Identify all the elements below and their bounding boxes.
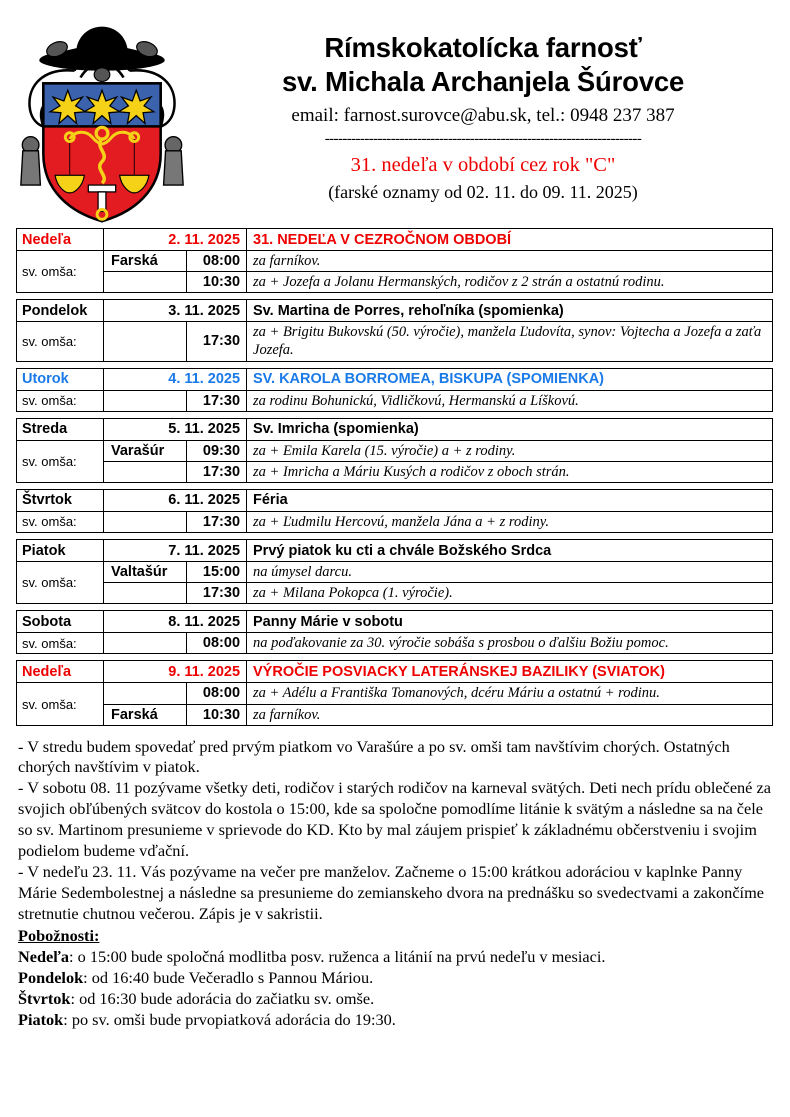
day-header-row: [17, 418, 773, 440]
mass-place: Farská: [104, 251, 187, 272]
mass-label: sv. omša:: [17, 322, 104, 361]
mass-time: 17:30: [187, 583, 247, 604]
devotion-text: : o 15:00 bude spoločná modlitba posv. ruženca a litánií na prvú nedeľu v mesiaci.: [69, 947, 606, 967]
day-header-row: [17, 540, 773, 562]
mass-place: [104, 322, 187, 361]
day-date: 8. 11. 2025: [104, 611, 247, 633]
day-name: Piatok: [17, 540, 104, 562]
mass-row: [17, 461, 773, 482]
mass-time: 17:30: [187, 461, 247, 482]
parish-title-line2: sv. Michala Archanjela Šúrovce: [281, 66, 685, 98]
mass-row: [17, 633, 773, 654]
mass-place: [104, 633, 187, 654]
mass-time: 08:00: [187, 683, 247, 704]
devotion-item: [18, 947, 772, 968]
devotion-day: Piatok: [18, 1009, 64, 1029]
feast-name: Sv. Imricha (spomienka): [247, 418, 773, 440]
day-name: Štvrtok: [17, 489, 104, 511]
day-name: Pondelok: [17, 300, 104, 322]
mass-intention: za + Emila Karela (15. výročie) a + z rodiny.: [247, 440, 773, 461]
mass-label: sv. omša:: [17, 251, 104, 293]
mass-time: 08:00: [187, 633, 247, 654]
mass-time: 17:30: [187, 511, 247, 532]
day-date: 5. 11. 2025: [104, 418, 247, 440]
mass-time: 09:30: [187, 440, 247, 461]
mass-place: Varašúr: [104, 440, 187, 461]
day-header-row: [17, 368, 773, 390]
mass-row: [17, 251, 773, 272]
page-header: [0, 0, 790, 228]
mass-schedule: [0, 228, 790, 726]
day-name: Nedeľa: [17, 229, 104, 251]
day-block: [16, 539, 773, 604]
mass-intention: za + Jozefa a Jolanu Hermanských, rodičov z 2 strán a ostatnú rodinu.: [247, 272, 773, 293]
mass-place: [104, 683, 187, 704]
day-block: [16, 418, 773, 483]
parish-title-line1: Rímskokatolícka farnosť: [324, 32, 642, 63]
day-name: Utorok: [17, 368, 104, 390]
devotion-item: [18, 989, 772, 1010]
mass-place: [104, 511, 187, 532]
day-block: [16, 660, 773, 725]
announcement-paragraph: - V stredu budem spovedať pred prvým piatkom vo Varašúre a po sv. omši tam navštívim chorých. Ostatných chorých navštívim v piatok.: [18, 736, 730, 777]
day-block: [16, 368, 773, 412]
mass-row: [17, 562, 773, 583]
mass-time: 10:30: [187, 272, 247, 293]
parish-coat-of-arms: [14, 10, 190, 233]
day-block: [16, 610, 773, 654]
mass-label: sv. omša:: [17, 562, 104, 604]
mass-label: sv. omša:: [17, 633, 104, 654]
feast-name: VÝROČIE POSVIACKY LATERÁNSKEJ BAZILIKY (SVIATOK): [247, 661, 773, 683]
mass-row: [17, 683, 773, 704]
feast-name: 31. NEDEĽA V CEZROČNOM OBDOBÍ: [247, 229, 773, 251]
feast-name: Panny Márie v sobotu: [247, 611, 773, 633]
parish-contact: email: farnost.surovce@abu.sk, tel.: 0948 237 387: [291, 105, 675, 127]
mass-row: [17, 440, 773, 461]
day-date: 2. 11. 2025: [104, 229, 247, 251]
day-date: 6. 11. 2025: [104, 489, 247, 511]
mass-row: [17, 272, 773, 293]
devotion-text: : od 16:40 bude Večeradlo s Pannou Máriou.: [83, 968, 374, 988]
mass-row: [17, 390, 773, 411]
feast-name: Prvý piatok ku cti a chvále Božského Srdca: [247, 540, 773, 562]
mass-row: [17, 583, 773, 604]
feast-name: SV. KAROLA BORROMEA, BISKUPA (SPOMIENKA): [247, 368, 773, 390]
mass-place: Valtašúr: [104, 562, 187, 583]
mass-row: [17, 704, 773, 725]
mass-intention: na poďakovanie za 30. výročie sobáša s prosbou o ďalšiu Božiu pomoc.: [247, 633, 773, 654]
day-block: [16, 299, 773, 361]
announcement-paragraph: - V nedeľu 23. 11. Vás pozývame na večer pre manželov. Začneme o 15:00 krátkou adoráciou v kaplnke Panny Márie Sedembolestnej a následne sa presunieme do zemianskeho dvora na prednášku so svedectvami a zakončíme stretnutie chutnou večerou. Zápis je v sakristii.: [18, 861, 764, 923]
mass-label: sv. omša:: [17, 440, 104, 482]
mass-intention: za rodinu Bohunickú, Vidličkovú, Hermanskú a Líškovú.: [247, 390, 773, 411]
day-header-row: [17, 611, 773, 633]
devotion-item: [18, 1010, 772, 1031]
mass-place: [104, 583, 187, 604]
day-date: 4. 11. 2025: [104, 368, 247, 390]
mass-row: [17, 511, 773, 532]
devotion-day: Pondelok: [18, 968, 84, 988]
devotion-text: : po sv. omši bude prvopiatková adorácia do 19:30.: [63, 1009, 396, 1029]
day-name: Sobota: [17, 611, 104, 633]
feast-name: Sv. Martina de Porres, rehoľníka (spomienka): [247, 300, 773, 322]
day-date: 9. 11. 2025: [104, 661, 247, 683]
mass-time: 17:30: [187, 390, 247, 411]
mass-time: 08:00: [187, 251, 247, 272]
day-header-row: [17, 489, 773, 511]
mass-time: 10:30: [187, 704, 247, 725]
announcement-date-range: (farské oznamy od 02. 11. do 09. 11. 2025): [328, 182, 638, 203]
mass-intention: za + Adélu a Františka Tomanových, dcéru Máriu a ostatnú + rodinu.: [247, 683, 773, 704]
mass-time: 17:30: [187, 322, 247, 361]
mass-label: sv. omša:: [17, 683, 104, 725]
announcement-paragraph: - V sobotu 08. 11 pozývame všetky deti, rodičov i starých rodičov na karneval svätých. Deti nech prídu oblečené za svojich obľúbených svätcov do kostola o 15:00, kde sa spoločne pomodlíme litánie k svätým a následne sa na čele so sv. Martinom presunieme v sprievode do KD. Kto by mal záujem prispieť k základnému občerstveniu i svojim podielom budeme vďační.: [18, 778, 771, 860]
devotion-day: Nedeľa: [18, 947, 70, 967]
header-text-block: [190, 10, 776, 203]
day-block: [16, 489, 773, 533]
day-name: Streda: [17, 418, 104, 440]
feast-name: Féria: [247, 489, 773, 511]
mass-place: Farská: [104, 704, 187, 725]
devotion-text: : od 16:30 bude adorácia do začiatku sv. omše.: [70, 988, 375, 1008]
mass-place: [104, 272, 187, 293]
header-divider: ------------------------------------------------------------------------: [324, 131, 642, 148]
liturgical-season: 31. nedeľa v období cez rok "C": [350, 154, 616, 177]
mass-intention: za farníkov.: [247, 251, 773, 272]
devotion-item: [18, 968, 772, 989]
devotions-title: Pobožnosti:: [18, 926, 100, 946]
mass-intention: na úmysel darcu.: [247, 562, 773, 583]
mass-intention: za + Ľudmilu Hercovú, manžela Jána a + z rodiny.: [247, 511, 773, 532]
day-block: [16, 228, 773, 293]
mass-intention: za + Imricha a Máriu Kusých a rodičov z oboch strán.: [247, 461, 773, 482]
mass-row: [17, 322, 773, 361]
mass-label: sv. omša:: [17, 511, 104, 532]
mass-intention: za farníkov.: [247, 704, 773, 725]
mass-label: sv. omša:: [17, 390, 104, 411]
mass-intention: za + Milana Pokopca (1. výročie).: [247, 583, 773, 604]
day-date: 7. 11. 2025: [104, 540, 247, 562]
day-header-row: [17, 661, 773, 683]
devotion-day: Štvrtok: [18, 988, 71, 1008]
day-name: Nedeľa: [17, 661, 104, 683]
mass-time: 15:00: [187, 562, 247, 583]
announcements-section: [0, 732, 790, 1031]
mass-intention: za + Brigitu Bukovskú (50. výročie), manžela Ľudovíta, synov: Vojtecha a Jozefa a zaťa Jozefa.: [247, 322, 773, 361]
mass-place: [104, 390, 187, 411]
day-date: 3. 11. 2025: [104, 300, 247, 322]
mass-place: [104, 461, 187, 482]
day-header-row: [17, 300, 773, 322]
